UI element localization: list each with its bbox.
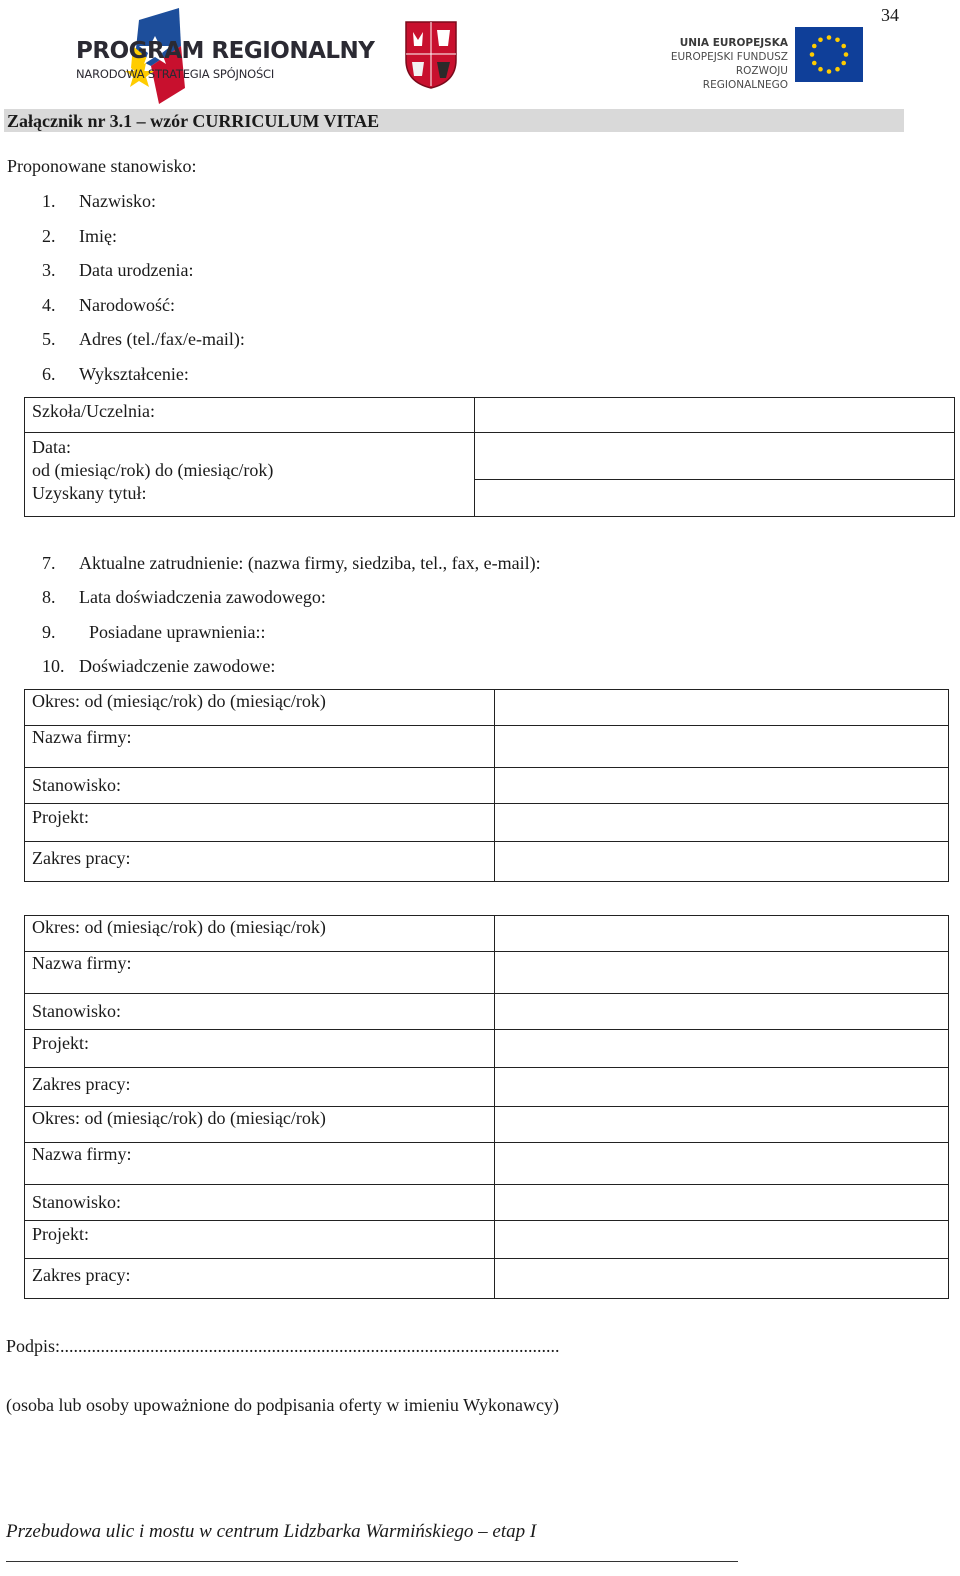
position-label: Stanowisko:: [25, 768, 495, 804]
eu-star-icon: [827, 35, 832, 40]
eu-star-icon: [841, 61, 846, 66]
program-title: PROGRAM REGIONALNY: [76, 38, 375, 64]
item-number: 4.: [42, 295, 56, 315]
experience-table-2: [24, 915, 949, 1299]
company-label: Nazwa firmy:: [25, 952, 495, 994]
signature-note: (osoba lub osoby upoważnione do podpisania oferty w imieniu Wykonawcy): [6, 1395, 559, 1415]
eu-text: [660, 36, 788, 92]
item-birth-date: Data urodzenia:: [79, 260, 194, 280]
eu-star-icon: [812, 61, 817, 66]
item-number: 5.: [42, 329, 56, 349]
position-value-cell[interactable]: [495, 994, 949, 1030]
scope-value-cell[interactable]: [495, 1068, 949, 1107]
scope-value-cell[interactable]: [495, 1259, 949, 1299]
item-nationality: Narodowość:: [79, 295, 175, 315]
item-years-experience: Lata doświadczenia zawodowego:: [79, 587, 326, 607]
item-number: 6.: [42, 364, 56, 384]
company-value-cell[interactable]: [495, 952, 949, 994]
degree-label: Uzyskany tytuł:: [32, 483, 147, 503]
date-degree-value-cell: [475, 433, 955, 517]
company-label: Nazwa firmy:: [25, 1143, 495, 1185]
scope-value-cell[interactable]: [495, 842, 949, 882]
item-number: 2.: [42, 226, 56, 246]
company-value-cell[interactable]: [495, 1143, 949, 1185]
footer-divider: [6, 1561, 738, 1562]
eu-star-icon: [818, 67, 823, 72]
date-range-label: od (miesiąc/rok) do (miesiąc/rok): [32, 460, 274, 480]
position-value-cell[interactable]: [495, 1185, 949, 1221]
eu-star-icon: [810, 52, 815, 57]
period-label: Okres: od (miesiąc/rok) do (miesiąc/rok): [25, 916, 495, 952]
period-value-cell[interactable]: [495, 690, 949, 726]
eu-flag-icon: [795, 27, 863, 82]
eu-star-icon: [841, 44, 846, 49]
item-number: 10.: [42, 656, 65, 676]
item-address: Adres (tel./fax/e-mail):: [79, 329, 245, 349]
eu-star-icon: [812, 44, 817, 49]
project-label: Projekt:: [25, 804, 495, 842]
position-value-cell[interactable]: [495, 768, 949, 804]
project-value-cell[interactable]: [495, 1221, 949, 1259]
position-label: Stanowisko:: [25, 1185, 495, 1221]
eu-star-icon: [835, 67, 840, 72]
scope-label: Zakres pracy:: [25, 842, 495, 882]
item-professional-experience: Doświadczenie zawodowe:: [79, 656, 276, 676]
eu-star-icon: [844, 52, 849, 57]
period-label: Okres: od (miesiąc/rok) do (miesiąc/rok): [25, 1107, 495, 1143]
school-label: Szkoła/Uczelnia:: [25, 398, 475, 433]
item-education: Wykształcenie:: [79, 364, 189, 384]
company-value-cell[interactable]: [495, 726, 949, 768]
position-label: Stanowisko:: [25, 994, 495, 1030]
experience-table-1: [24, 689, 949, 882]
item-number: 7.: [42, 553, 56, 573]
period-value-cell[interactable]: [495, 916, 949, 952]
item-number: 8.: [42, 587, 56, 607]
document-title: Załącznik nr 3.1 – wzór CURRICULUM VITAE: [7, 111, 380, 131]
period-label: Okres: od (miesiąc/rok) do (miesiąc/rok): [25, 690, 495, 726]
date-value-cell[interactable]: [475, 433, 954, 480]
period-value-cell[interactable]: [495, 1107, 949, 1143]
eu-line-2: EUROPEJSKI FUNDUSZ: [670, 51, 788, 63]
education-table: [24, 397, 955, 517]
item-number: 1.: [42, 191, 56, 211]
signature-line: Podpis:...............................................................................................................: [6, 1336, 560, 1356]
project-label: Projekt:: [25, 1030, 495, 1068]
item-number: 9.: [42, 622, 56, 642]
item-first-name: Imię:: [79, 226, 117, 246]
program-subtitle: NARODOWA STRATEGIA SPÓJNOŚCI: [76, 67, 275, 81]
scope-label: Zakres pracy:: [25, 1068, 495, 1107]
eu-star-icon: [827, 69, 832, 74]
item-qualifications: Posiadane uprawnienia::: [89, 622, 266, 642]
date-degree-cell: [25, 433, 475, 517]
company-label: Nazwa firmy:: [25, 726, 495, 768]
item-surname: Nazwisko:: [79, 191, 156, 211]
item-current-employment: Aktualne zatrudnienie: (nazwa firmy, siedziba, tel., fax, e-mail):: [79, 553, 541, 573]
coat-of-arms-icon: [404, 20, 458, 90]
degree-value-cell[interactable]: [475, 480, 954, 516]
eu-line-3: ROZWOJU REGIONALNEGO: [702, 65, 788, 91]
project-value-cell[interactable]: [495, 804, 949, 842]
eu-star-icon: [818, 37, 823, 42]
footer-text: Przebudowa ulic i mostu w centrum Lidzbarka Warmińskiego – etap I: [6, 1521, 537, 1542]
proposed-position-label: Proponowane stanowisko:: [7, 156, 197, 176]
project-label: Projekt:: [25, 1221, 495, 1259]
project-value-cell[interactable]: [495, 1030, 949, 1068]
item-number: 3.: [42, 260, 56, 280]
school-value-cell[interactable]: [475, 398, 955, 433]
eu-star-icon: [835, 37, 840, 42]
page-number: 34: [881, 5, 899, 25]
scope-label: Zakres pracy:: [25, 1259, 495, 1299]
eu-line-1: UNIA EUROPEJSKA: [679, 37, 788, 49]
date-label: Data:: [32, 437, 71, 457]
